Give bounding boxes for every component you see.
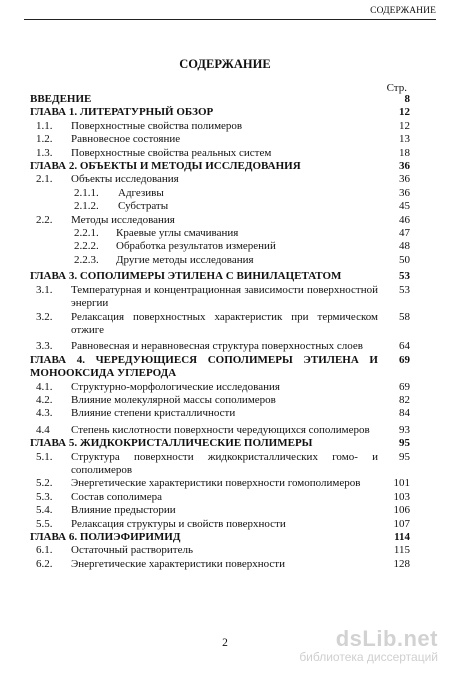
watermark-subtitle: библиотека диссертаций bbox=[299, 650, 438, 664]
toc-entry-title: Равновесное состояние bbox=[71, 133, 181, 146]
toc-section-entry bbox=[30, 394, 412, 407]
toc-entry-number: 3.1. bbox=[36, 283, 53, 296]
toc-entry-title: Энергетические характеристики поверхности гомополимеров bbox=[71, 477, 361, 490]
toc-entry-title: ГЛАВА 3. СОПОЛИМЕРЫ ЭТИЛЕНА С ВИНИЛАЦЕТАТОМ bbox=[30, 270, 342, 283]
toc-chapter-entry bbox=[30, 531, 412, 544]
toc-entry-page: 95 bbox=[399, 450, 410, 463]
toc-entry-number: 5.5. bbox=[36, 517, 53, 530]
toc-entry-page: 45 bbox=[399, 200, 410, 213]
toc-entry-number: 5.1. bbox=[36, 450, 53, 463]
toc-section-entry bbox=[30, 558, 412, 571]
toc-section-entry bbox=[30, 491, 412, 504]
toc-entry-page: 107 bbox=[393, 517, 410, 530]
toc-entry-number: 5.2. bbox=[36, 477, 53, 490]
toc-chapter-entry bbox=[30, 437, 412, 450]
toc-entry-number: 6.2. bbox=[36, 557, 53, 570]
toc-section-entry bbox=[30, 504, 412, 517]
toc-chapter-entry bbox=[30, 160, 412, 173]
running-header bbox=[24, 6, 436, 20]
toc-entry-page: 82 bbox=[399, 393, 410, 406]
toc-entry-title: Методы исследования bbox=[71, 213, 175, 226]
toc-section-entry bbox=[30, 424, 412, 437]
toc-section-entry bbox=[30, 518, 412, 531]
toc-entry-page: 114 bbox=[394, 531, 410, 543]
toc-entry-page: 36 bbox=[399, 160, 410, 173]
toc-entry-page: 84 bbox=[399, 407, 410, 420]
toc-entry-title: Влияние степени кристалличности bbox=[71, 407, 236, 420]
toc-entry-page: 47 bbox=[399, 227, 410, 240]
toc-section-entry bbox=[30, 240, 412, 253]
toc-entry-title: Поверхностные свойства реальных систем bbox=[71, 146, 272, 159]
toc-entry-number: 2.2.2. bbox=[74, 240, 99, 253]
toc-entry-number: 4.4 bbox=[36, 423, 50, 436]
toc-section-entry bbox=[30, 147, 412, 160]
toc-entry-page: 53 bbox=[399, 270, 410, 283]
toc-section-entry bbox=[30, 340, 412, 353]
toc-entry-page: 46 bbox=[399, 213, 410, 226]
running-header-title: СОДЕРЖАНИЕ bbox=[370, 6, 436, 16]
toc-entry-number: 2.2.3. bbox=[74, 253, 99, 266]
toc-entry-number: 3.3. bbox=[36, 340, 53, 353]
toc-entry-title: Структура поверхности жидкокристаллических гомо- и сополимеров bbox=[71, 450, 378, 476]
toc-entry-number: 4.1. bbox=[36, 380, 53, 393]
page-column-label: Стр. bbox=[386, 82, 407, 94]
toc-entry-number: 4.2. bbox=[36, 393, 53, 406]
toc-entry-page: 53 bbox=[399, 283, 410, 296]
toc-section-entry bbox=[30, 451, 412, 478]
toc-entry-number: 2.1.1. bbox=[74, 186, 99, 199]
toc-chapter-entry bbox=[30, 354, 412, 381]
toc-entry-title: Влияние предыстории bbox=[71, 504, 176, 517]
toc-entry-number: 2.2.1. bbox=[74, 227, 99, 240]
toc-entry-page: 103 bbox=[393, 490, 410, 503]
toc-entry-title: ГЛАВА 2. ОБЪЕКТЫ И МЕТОДЫ ИССЛЕДОВАНИЯ bbox=[30, 160, 301, 173]
toc-entry-page: 12 bbox=[399, 119, 410, 132]
toc-entry-number: 2.1. bbox=[36, 173, 53, 186]
toc-entry-title: Температурная и концентрационная зависимости поверхностной энергии bbox=[71, 283, 378, 310]
toc-entry-title: Остаточный растворитель bbox=[71, 544, 193, 557]
toc-entry-number: 1.1. bbox=[36, 119, 53, 132]
toc-entry-title: ГЛАВА 6. ПОЛИЭФИРИМИД bbox=[30, 531, 181, 543]
toc-entry-number: 3.2. bbox=[36, 310, 53, 323]
toc-entry-number: 4.3. bbox=[36, 407, 53, 420]
toc-entry-number: 5.4. bbox=[36, 504, 53, 517]
toc-entry-title: Состав сополимера bbox=[71, 490, 162, 503]
toc-entry-number: 6.1. bbox=[36, 544, 53, 557]
toc-entry-title: Энергетические характеристики поверхности bbox=[71, 557, 285, 570]
toc-entry-number: 1.3. bbox=[36, 146, 53, 159]
toc-entry-title: Обработка результатов измерений bbox=[116, 240, 276, 253]
toc-entry-title: Объекты исследования bbox=[71, 173, 179, 186]
toc-entry-title: Равновесная и неравновесная структура поверхностных слоев bbox=[71, 340, 363, 353]
toc-entry-page: 69 bbox=[399, 380, 410, 393]
toc-entry-page: 13 bbox=[399, 133, 410, 146]
toc-entry-page: 93 bbox=[399, 423, 410, 436]
toc-section-entry bbox=[30, 254, 412, 267]
toc-entry-title: Релаксация поверхностных характеристик при термическом отжиге bbox=[71, 310, 378, 336]
toc-entry-page: 18 bbox=[399, 146, 410, 159]
toc-entry-title: ГЛАВА 5. ЖИДКОКРИСТАЛЛИЧЕСКИЕ ПОЛИМЕРЫ bbox=[30, 437, 313, 450]
toc-section-entry bbox=[30, 120, 412, 133]
toc-section-entry bbox=[30, 200, 412, 213]
toc-entry-title: ГЛАВА 1. ЛИТЕРАТУРНЫЙ ОБЗОР bbox=[30, 106, 214, 119]
table-of-contents bbox=[30, 93, 412, 571]
toc-entry-page: 128 bbox=[393, 557, 410, 570]
toc-section-entry bbox=[30, 284, 412, 311]
toc-section-entry bbox=[30, 133, 412, 146]
toc-entry-title: Структурно-морфологические исследования bbox=[71, 380, 280, 393]
toc-entry-page: 115 bbox=[393, 544, 410, 557]
toc-chapter-entry bbox=[30, 93, 412, 106]
toc-entry-number: 2.2. bbox=[36, 213, 53, 226]
toc-entry-title: ГЛАВА 4. ЧЕРЕДУЮЩИЕСЯ СОПОЛИМЕРЫ ЭТИЛЕНА И МОНООКСИДА УГЛЕРОДА bbox=[30, 353, 378, 380]
toc-entry-page: 106 bbox=[393, 504, 410, 517]
toc-section-entry bbox=[30, 227, 412, 240]
toc-entry-page: 8 bbox=[404, 93, 410, 105]
toc-entry-page: 58 bbox=[399, 310, 410, 323]
toc-entry-page: 36 bbox=[399, 173, 410, 186]
toc-section-entry bbox=[30, 477, 412, 490]
watermark-logo: dsLib.net bbox=[335, 626, 438, 651]
toc-section-entry bbox=[30, 407, 412, 420]
toc-entry-page: 36 bbox=[399, 186, 410, 199]
toc-section-entry bbox=[30, 173, 412, 186]
toc-entry-title: Субстраты bbox=[118, 200, 169, 213]
toc-section-entry bbox=[30, 381, 412, 394]
toc-section-entry bbox=[30, 214, 412, 227]
toc-entry-page: 69 bbox=[399, 353, 410, 366]
toc-entry-page: 48 bbox=[399, 240, 410, 253]
toc-title: СОДЕРЖАНИЕ bbox=[179, 57, 271, 71]
toc-entry-number: 5.3. bbox=[36, 490, 53, 503]
toc-entry-title: Адгезивы bbox=[118, 186, 164, 199]
toc-entry-title: Другие методы исследования bbox=[116, 253, 254, 266]
toc-section-entry bbox=[30, 311, 412, 338]
toc-entry-page: 95 bbox=[399, 437, 410, 450]
toc-entry-title: ВВЕДЕНИЕ bbox=[30, 93, 92, 105]
page-number: 2 bbox=[222, 637, 228, 649]
toc-chapter-entry bbox=[30, 270, 412, 283]
toc-entry-title: Влияние молекулярной массы сополимеров bbox=[71, 393, 276, 406]
toc-entry-title: Поверхностные свойства полимеров bbox=[71, 119, 243, 132]
toc-entry-page: 64 bbox=[399, 340, 410, 353]
toc-entry-title: Краевые углы смачивания bbox=[116, 227, 239, 240]
toc-entry-page: 12 bbox=[399, 106, 410, 119]
toc-entry-number: 1.2. bbox=[36, 133, 53, 146]
toc-entry-page: 101 bbox=[393, 477, 410, 490]
toc-entry-title: Степень кислотности поверхности чередующихся сополимеров bbox=[71, 423, 370, 436]
toc-chapter-entry bbox=[30, 106, 412, 119]
toc-entry-page: 50 bbox=[399, 253, 410, 266]
toc-section-entry bbox=[30, 187, 412, 200]
toc-entry-title: Релаксация структуры и свойств поверхности bbox=[71, 517, 286, 530]
toc-entry-number: 2.1.2. bbox=[74, 200, 99, 213]
toc-section-entry bbox=[30, 544, 412, 557]
watermark bbox=[299, 626, 438, 664]
